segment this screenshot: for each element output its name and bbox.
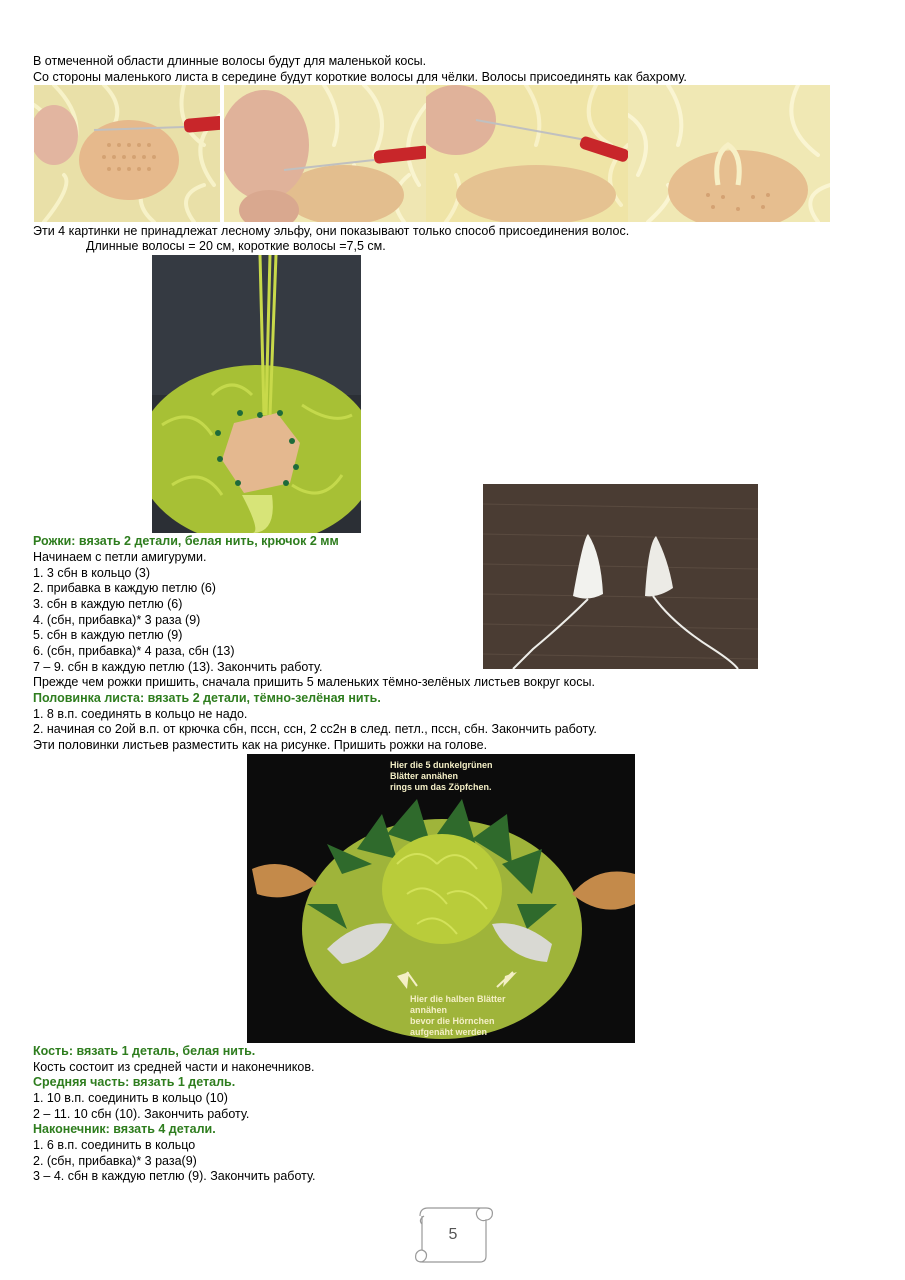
bone-tip-step: 2. (сбн, прибавка)* 3 раза(9): [33, 1154, 197, 1168]
bone-tip-step: 3 – 4. сбн в каждую петлю (9). Закончить работу.: [33, 1169, 316, 1183]
half-leaf-step: Эти половинки листьев разместить как на рисунке. Пришить рожки на голове.: [33, 738, 488, 752]
horns-step: 4. (сбн, прибавка)* 3 раза (9): [33, 613, 201, 627]
bone-middle-step: 2 – 11. 10 сбн (10). Закончить работу.: [33, 1107, 250, 1121]
bone-intro: Кость состоит из средней части и наконечников.: [33, 1060, 315, 1074]
horns-step: Начинаем с петли амигуруми.: [33, 550, 207, 564]
horns-step: 5. сбн в каждую петлю (9): [33, 628, 183, 642]
leaves-placement-photo: [247, 754, 635, 1043]
elf-head-hair-photo: [152, 255, 361, 533]
intro-line-2: Со стороны маленького листа в середине будут короткие волосы для чёлки. Волосы присоединять как бахрому.: [33, 70, 687, 84]
hair-attach-photo-1: [34, 85, 220, 222]
photo-label-line: bevor die Hörnchen: [410, 1016, 495, 1026]
bone-middle-title: Средняя часть: вязать 1 деталь.: [33, 1075, 236, 1089]
photo-label-line: Blätter annähen: [390, 771, 459, 781]
hair-attach-photo-4: [628, 85, 830, 222]
photo-label-line: annähen: [410, 1005, 448, 1015]
photo-label-line: Hier die halben Blätter: [410, 994, 506, 1004]
bone-title: Кость: вязать 1 деталь, белая нить.: [33, 1044, 256, 1058]
photo-label-top: [390, 760, 493, 793]
half-leaf-step: 1. 8 в.п. соединять в кольцо не надо.: [33, 707, 248, 721]
horns-step: 6. (сбн, прибавка)* 4 раза, сбн (13): [33, 644, 235, 658]
half-leaf-step: 2. начиная со 2ой в.п. от крючка сбн, пссн, ссн, 2 сс2н в след. петл., пссн, сбн. Закончить работу.: [33, 722, 597, 736]
note-line-2: Длинные волосы = 20 см, короткие волосы =7,5 см.: [86, 239, 386, 253]
horns-step: 1. 3 сбн в кольцо (3): [33, 566, 151, 580]
page-number: 5: [448, 1226, 458, 1243]
hair-attach-photo-3: [426, 85, 628, 222]
half-leaf-title: Половинка листа: вязать 2 детали, тёмно-зелёная нить.: [33, 691, 381, 705]
photo-label-line: rings um das Zöpfchen.: [390, 782, 492, 792]
horns-step: 7 – 9. сбн в каждую петлю (13). Закончить работу.: [33, 660, 323, 674]
horns-step: 3. сбн в каждую петлю (6): [33, 597, 183, 611]
page-number-badge: [410, 1204, 496, 1266]
note-line-1: Эти 4 картинки не принадлежат лесному эльфу, они показывают только способ присоединения волос.: [33, 224, 630, 238]
bone-tip-step: 1. 6 в.п. соединить в кольцо: [33, 1138, 196, 1152]
bone-middle-step: 1. 10 в.п. соединить в кольцо (10): [33, 1091, 228, 1105]
photo-label-bottom: [410, 994, 506, 1038]
bone-tip-title: Наконечник: вязать 4 детали.: [33, 1122, 216, 1136]
photo-label-line: Hier die 5 dunkelgrünen: [390, 760, 493, 770]
horns-step: Прежде чем рожки пришить, сначала пришить 5 маленьких тёмно-зелёных листьев вокруг косы.: [33, 675, 595, 689]
photo-label-line: aufgenäht werden: [410, 1027, 488, 1037]
intro-line-1: В отмеченной области длинные волосы будут для маленькой косы.: [33, 54, 427, 68]
horns-title: Рожки: вязать 2 детали, белая нить, крючок 2 мм: [33, 534, 339, 548]
horns-step: 2. прибавка в каждую петлю (6): [33, 581, 216, 595]
hair-attach-photo-2: [224, 85, 426, 222]
horns-photo: [483, 484, 758, 669]
